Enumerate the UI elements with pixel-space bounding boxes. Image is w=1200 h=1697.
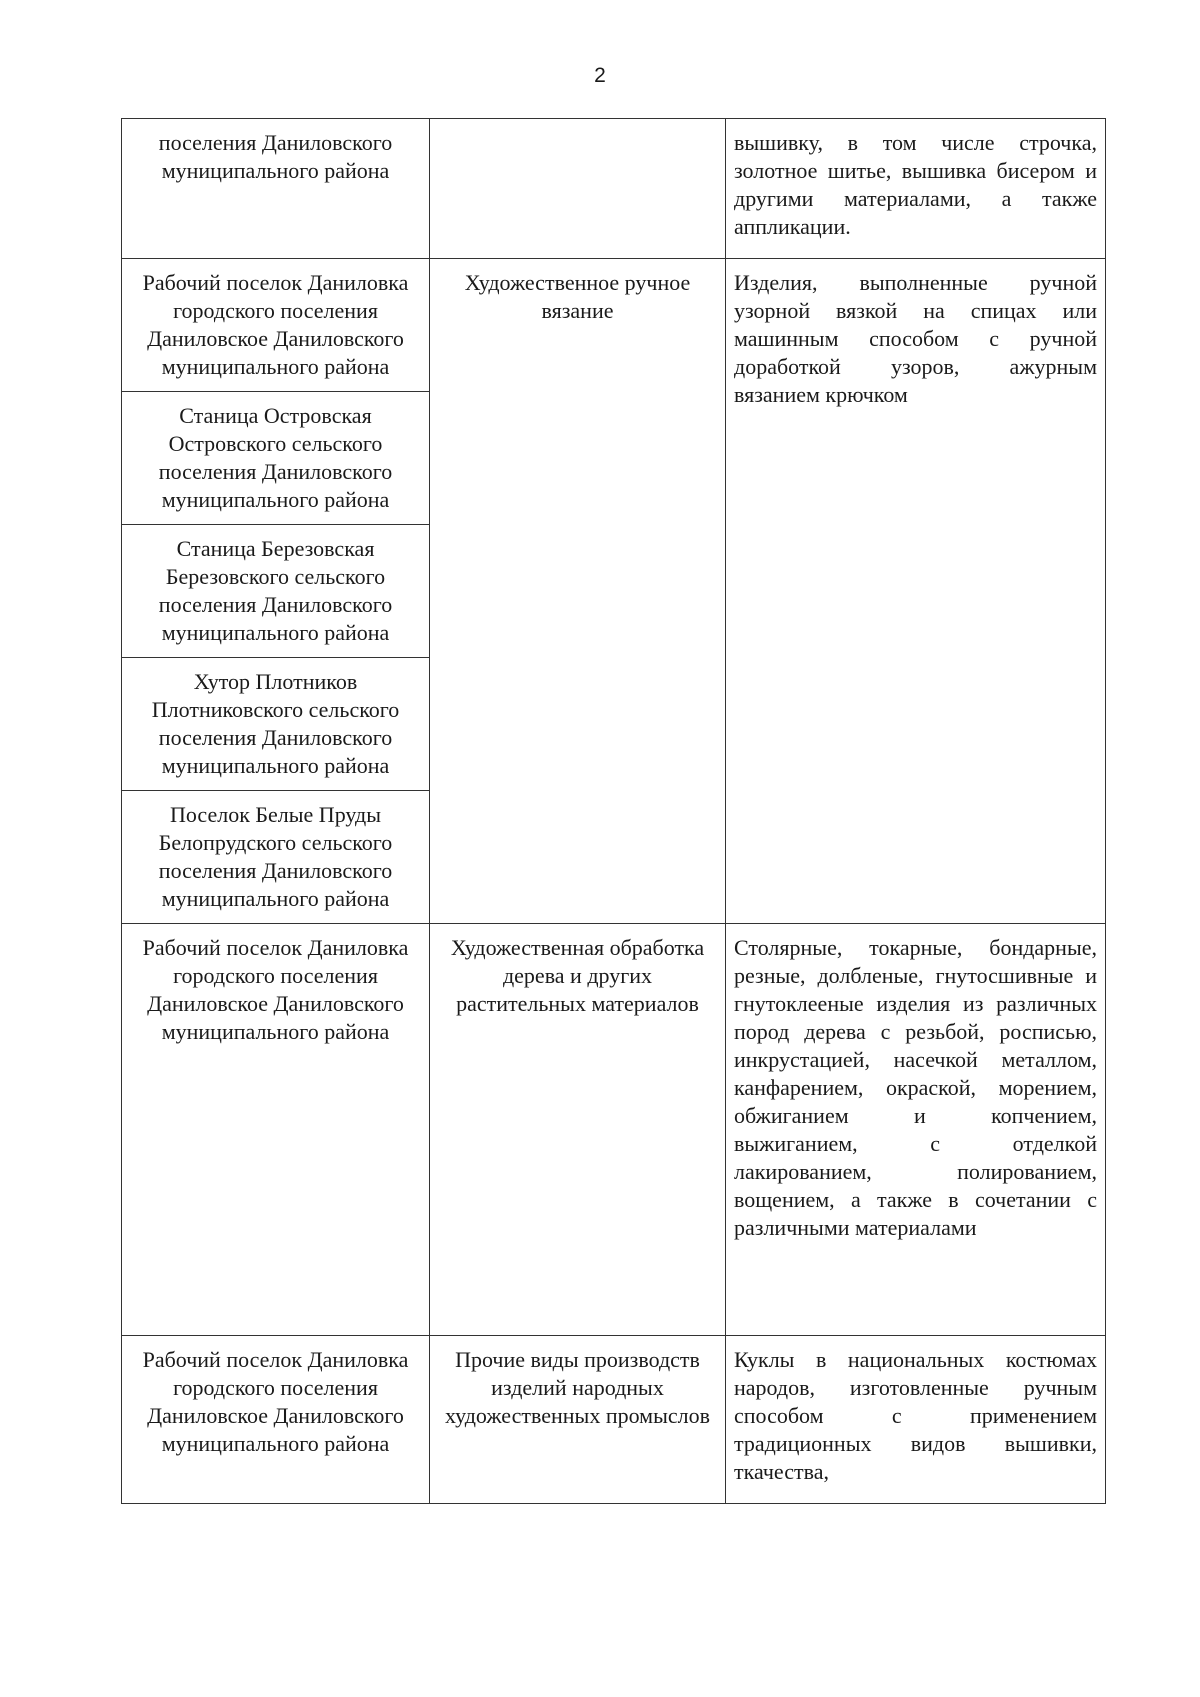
table-cell-craft-type: Художественная обработка дерева и других растительных материалов bbox=[430, 924, 726, 1336]
table-row bbox=[122, 119, 1106, 259]
table-cell-locality: Рабочий поселок Даниловка городского поселения Даниловское Даниловского муниципального района bbox=[122, 1336, 430, 1504]
table-cell-description: Куклы в национальных костюмах народов, изготовленные ручным способом с применением традиционных видов вышивки, ткачества, bbox=[726, 1336, 1106, 1504]
table-cell-description: Столярные, токарные, бондарные, резные, долбленые, гнутосшивные и гнутоклееные изделия из различных пород дерева с резьбой, росписью, инкрустацией, насечкой металлом, канфарением, окраской, морением, обжиганием и копчением, выжиганием, с отделкой лакированием, полированием, вощением, а также в сочетании с различными материалами bbox=[726, 924, 1106, 1336]
table-cell-locality: Рабочий поселок Даниловка городского поселения Даниловское Даниловского муниципального района bbox=[122, 924, 430, 1336]
table-row bbox=[122, 1336, 1106, 1504]
table-cell-locality: Станица Березовская Березовского сельского поселения Даниловского муниципального района bbox=[122, 525, 430, 658]
table-cell-craft-type: Художественное ручное вязание bbox=[430, 259, 726, 924]
table-cell-description: вышивку, в том числе строчка, золотное шитье, вышивка бисером и другими материалами, а также аппликации. bbox=[726, 119, 1106, 259]
table-row bbox=[122, 259, 1106, 392]
page-number: 2 bbox=[594, 64, 606, 87]
table-cell-locality: Поселок Белые Пруды Белопрудского сельского поселения Даниловского муниципального района bbox=[122, 791, 430, 924]
table-cell-locality: поселения Даниловского муниципального района bbox=[122, 119, 430, 259]
table-cell-locality: Хутор Плотников Плотниковского сельского поселения Даниловского муниципального района bbox=[122, 658, 430, 791]
table-cell-locality: Станица Островская Островского сельского поселения Даниловского муниципального района bbox=[122, 392, 430, 525]
crafts-table bbox=[121, 118, 1106, 1504]
table-row bbox=[122, 924, 1106, 1336]
table-cell-description: Изделия, выполненные ручной узорной вязкой на спицах или машинным способом с ручной доработкой узоров, ажурным вязанием крючком bbox=[726, 259, 1106, 924]
table-cell-locality: Рабочий поселок Даниловка городского поселения Даниловское Даниловского муниципального района bbox=[122, 259, 430, 392]
table-cell-craft-type bbox=[430, 119, 726, 259]
table-cell-craft-type: Прочие виды производств изделий народных художественных промыслов bbox=[430, 1336, 726, 1504]
